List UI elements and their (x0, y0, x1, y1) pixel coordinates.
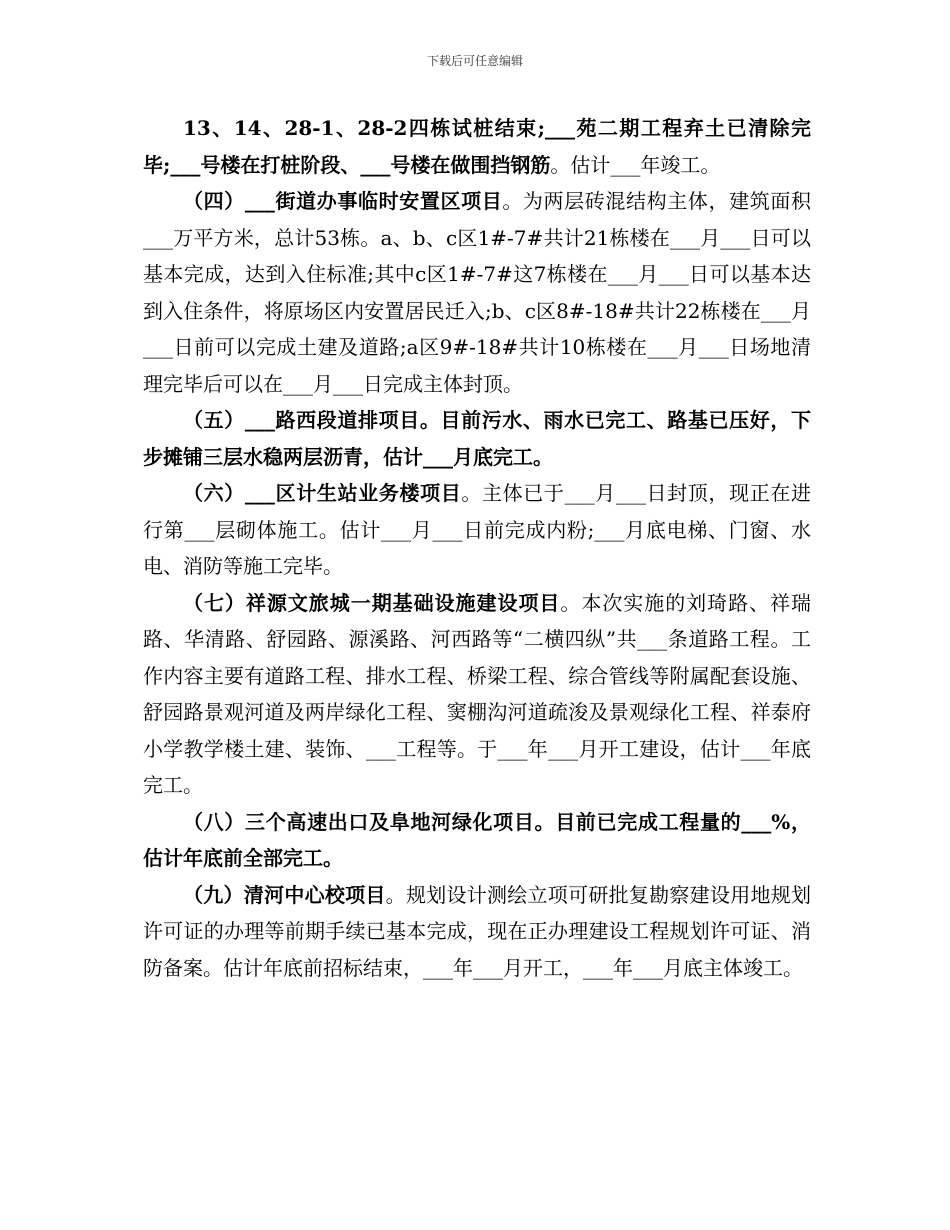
paragraph-4 (143, 475, 811, 585)
paragraph-7 (143, 877, 811, 987)
paragraph-5-heading: （七）祥源文旅城一期基础设施建设项目 (183, 590, 561, 615)
paragraph-3 (143, 402, 811, 475)
paragraph-7-text: 。规划设计测绘立项可研批复勘察建设用地规划许可证的办理等前期手续已基本完成，现在正办理建设工程规划许可证、消防备案。估计年底前招标结束，___年___月开工，___年___月底主体竣工。 (143, 882, 812, 980)
paragraph-6-heading: （八）三个高速出口及阜地河绿化项目。目前已完成工程量的___%，估计年底前全部完工。 (143, 809, 811, 870)
paragraph-7-heading: （九）清河中心校项目 (183, 882, 386, 907)
paragraph-4-heading: （六）___区计生站业务楼项目 (183, 481, 462, 505)
paragraph-4-text: 。主体已于___月___日封顶，现正在进行第___层砌体施工。估计___月___日前完成内粉;___月底电梯、门窗、水电、消防等施工完毕。 (143, 481, 812, 578)
paragraph-6 (143, 804, 811, 877)
paragraph-1 (143, 110, 811, 183)
document-body (143, 110, 811, 986)
paragraph-1-text: 。估计___年竣工。 (550, 152, 721, 177)
paragraph-2 (143, 183, 811, 402)
paragraph-2-text: 。为两层砖混结构主体，建筑面积___万平方米，总计53栋。a、b、c区1#-7#共计21栋楼在___月___日可以基本完成，达到入住标准;其中c区1#-7#这7栋楼在___月___日可以基本达到入住条件，将原场区内安置居民迁入;b、c区8#-18#共计22栋楼在___月___日前可以完成土建及道路;a区9#-18#共计10栋楼在___月___日场地清理完毕后可以在___月___日完成主体封顶。 (143, 189, 812, 396)
page-header: 下载后可任意编辑 (426, 54, 523, 68)
paragraph-2-heading: （四）___街道办事临时安置区项目 (183, 189, 503, 213)
paragraph-3-heading: （五）___路西段道排项目。目前污水、雨水已完工、路基已压好，下步摊铺三层水稳两层沥青，估计___月底完工。 (143, 408, 811, 469)
paragraph-1-bold: 13、14、28-1、28-2四栋试桩结束;___苑二期工程弃土已清除完毕;___号楼在打桩阶段、___号楼在做围挡钢筋 (143, 116, 811, 177)
paragraph-5 (143, 585, 811, 804)
paragraph-5-text: 。本次实施的刘琦路、祥瑞路、华清路、舒园路、源溪路、河西路等“二横四纵”共___条道路工程。工作内容主要有道路工程、排水工程、桥梁工程、综合管线等附属配套设施、舒园路景观河道及两岸绿化工程、窦棚沟河道疏浚及景观绿化工程、祥泰府小学教学楼土建、装饰、___工程等。于___年___月开工建设，估计___年底完工。 (143, 590, 812, 797)
